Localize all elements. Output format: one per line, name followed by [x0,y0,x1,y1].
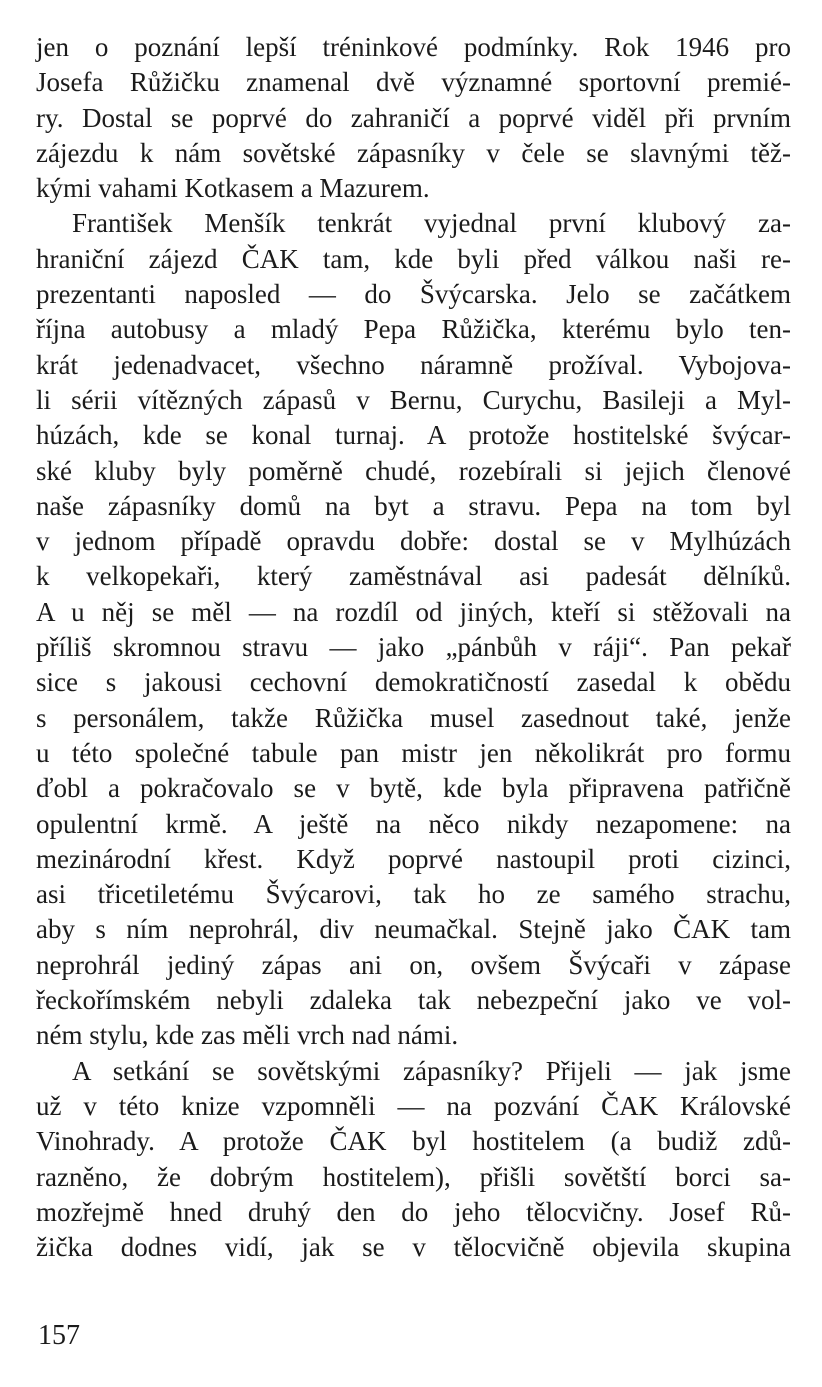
text-line: neprohrál jediný zápas ani on, ovšem Švýcaři v zápase [36,949,791,980]
text-line: Josefa Růžičku znamenal dvě významné sportovní premié- [36,67,791,98]
text-line: aby s ním neprohrál, div neumačkal. Stejně jako ČAK tam [36,914,791,945]
text-line: húzách, kde se konal turnaj. A protože hostitelské švýcar- [36,420,791,451]
text-line: mezinárodní křest. Když poprvé nastoupil proti cizinci, [36,843,791,874]
text-line: k velkopekaři, který zaměstnával asi padesát dělníků. [36,561,791,592]
text-line: opulentní krmě. A ještě na něco nikdy nezapomene: na [36,808,791,839]
text-line: žička dodnes vidí, jak se v tělocvičně objevila skupina [36,1232,791,1263]
text-line: asi třicetiletému Švýcarovi, tak ho ze samého strachu, [36,879,791,910]
text-line: ry. Dostal se poprvé do zahraničí a poprvé viděl při prvním [36,102,791,133]
text-line: mozřejmě hned druhý den do jeho tělocvičny. Josef Rů- [36,1196,791,1227]
text-line: prezentanti naposled — do Švýcarska. Jelo se začátkem [36,279,791,310]
text-line: ďobl a pokračovalo se v bytě, kde byla připravena patřičně [36,773,791,804]
text-line: naše zápasníky domů na byt a stravu. Pepa na tom byl [36,490,791,521]
text-line: řeckořímském nebyli zdaleka tak nebezpeční jako ve vol- [36,985,791,1016]
page-number: 157 [38,1320,80,1351]
text-line: hraniční zájezd ČAK tam, kde byli před válkou naši re- [36,243,791,274]
text-line: ské kluby byly poměrně chudé, rozebírali si jejich členové [36,455,791,486]
body-text [36,30,791,1265]
text-line: jen o poznání lepší tréninkové podmínky. Rok 1946 pro [36,32,791,62]
text-line: li sérii vítězných zápasů v Bernu, Curychu, Basileji a Myl- [36,384,791,415]
text-line: října autobusy a mladý Pepa Růžička, kterému bylo ten- [36,314,791,345]
text-line: příliš skromnou stravu — jako „pánbůh v ráji“. Pan pekař [36,632,791,663]
text-line: kými vahami Kotkasem a Mazurem. [36,173,430,204]
text-line: razněno, že dobrým hostitelem), přišli sovětští borci sa- [36,1161,791,1192]
text-line: zájezdu k nám sovětské zápasníky v čele se slavnými těž- [36,137,791,168]
text-line: u této společné tabule pan mistr jen několikrát pro formu [36,737,791,768]
text-line: krát jedenadvacet, všechno náramně prožíval. Vybojova- [36,349,791,380]
text-line: už v této knize vzpomněli — na pozvání ČAK Královské [36,1090,791,1121]
text-line: A u něj se měl — na rozdíl od jiných, kteří si stěžovali na [36,596,791,627]
text-line: s personálem, takže Růžička musel zasednout také, jenže [36,702,791,733]
text-line: ném stylu, kde zas měli vrch nad námi. [36,1020,459,1051]
text-line: A setkání se sovětskými zápasníky? Přijeli — jak jsme [72,1055,791,1086]
text-line: sice s jakousi cechovní demokratičností zasedal k obědu [36,667,791,698]
text-line: v jednom případě opravdu dobře: dostal se v Mylhúzách [36,526,791,557]
text-line: Vinohrady. A protože ČAK byl hostitelem (a budiž zdů- [36,1126,791,1157]
text-line: František Menšík tenkrát vyjednal první klubový za- [72,208,791,239]
